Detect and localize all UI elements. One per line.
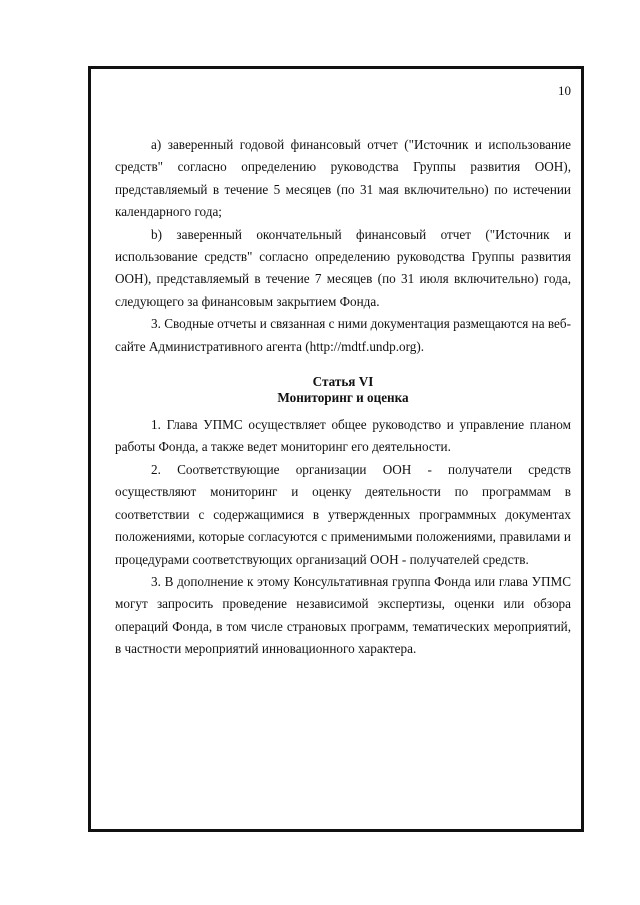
article-number: Статья VI xyxy=(312,374,374,390)
paragraph-3-monitoring: 3. В дополнение к этому Консультативная группа Фонда или глава УПМС могут запросить проведение независимой экспертизы, оценки или обзора операций Фонда, в том числе страновых программ, тематических мероприятий, в частности мероприятий инновационного характера. xyxy=(115,573,571,657)
paragraph-3-reports: 3. Сводные отчеты и связанная с ними документация размещаются на веб-сайте Административного агента (http://mdtf.undp.org). xyxy=(115,316,571,354)
paragraph-1-monitoring: 1. Глава УПМС осуществляет общее руководство и управление планом работы Фонда, а также ведет мониторинг его деятельности. xyxy=(115,417,571,455)
page-number: 10 xyxy=(558,83,571,98)
paragraph-b: b) заверенный окончательный финансовый отчет ("Источник и использование средств" согласно определению руководства Группы развития ООН), представляемый в течение 7 месяцев (по 31 июля включительно) года, следующего за финансовым закрытием Фонда. xyxy=(115,226,571,309)
paragraph-2-monitoring: 2. Соответствующие организации ООН - получатели средств осуществляют мониторинг и оценку деятельности по программам в соответствии с содержащимися в утвержденных программных документах положениями, которые согласуются с применимыми положениями, правилами и процедурами соответствующих организаций ООН - получателей средств. xyxy=(115,461,571,567)
paragraph-a: a) заверенный годовой финансовый отчет ("Источник и использование средств" согласно определению руководства Группы развития ООН), представляемый в течение 5 месяцев (по 31 мая включительно) по истечении календарного года; xyxy=(115,137,571,220)
page-frame xyxy=(88,66,584,832)
document-body xyxy=(115,134,571,661)
section-heading xyxy=(115,374,571,406)
article-title: Мониторинг и оценка xyxy=(277,390,409,406)
